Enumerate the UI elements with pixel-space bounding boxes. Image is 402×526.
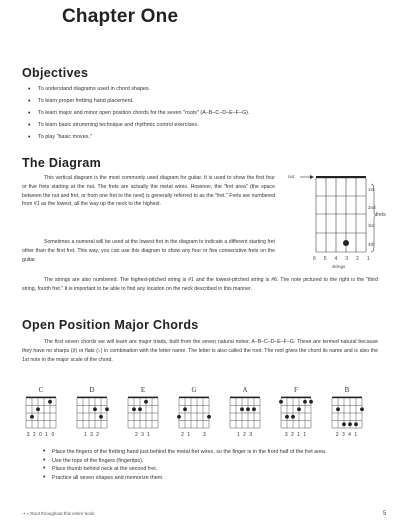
fret-label-2: 2nd — [368, 205, 376, 210]
chord-finger-dot — [303, 400, 307, 404]
chord-finger-dot — [177, 415, 181, 419]
diagram-paragraph-3: The strings are also numbered. The highest-pitched string is #1 and the lowest-pitched string is #6. The note pictured to the right is the "third string, fourth fret." It is important to be able to find any location on the neck described in this manner. — [22, 277, 378, 292]
list-item: • To learn proper fretting hand placement. — [38, 96, 398, 108]
page-number: 5 — [383, 511, 387, 517]
list-item: • Use the tops of the fingers (fingertips). — [52, 457, 362, 466]
chord-finger-dot — [48, 400, 52, 404]
footnote-text: = Root throughout this entire book — [26, 511, 95, 516]
frets-label: frets — [376, 212, 386, 218]
list-item: • To play "basic moves." — [38, 132, 398, 144]
major-chords-paragraph: The first seven chords we will learn are major triads, built from the seven natural notes: A–B–C–D–E–F–G. These are termed natural because they have no sharps (♯) or flats (♭) in combination with the letter name. The letter is also called the root. The root gives the chord its name and is also the 1st note in the major scale of the chord. — [22, 339, 378, 363]
chord-name-d: D — [89, 386, 95, 394]
chord-finger-dot — [309, 400, 313, 404]
chord-fingering-c: 3 2 0 1 0 — [26, 432, 56, 438]
chord-finger-dot — [138, 407, 142, 411]
chord-finger-dot — [342, 422, 346, 426]
list-item: • Place thumb behind neck at the second fret. — [52, 465, 362, 474]
chord-finger-dot — [132, 407, 136, 411]
chord-finger-dot — [36, 407, 40, 411]
chord-nut — [77, 397, 107, 399]
chord-fingering-b: 2 3 4 1 — [335, 432, 359, 438]
chord-name-b: B — [344, 386, 350, 394]
chord-finger-dot — [354, 422, 358, 426]
diagram-paragraph-2: Sometimes a numeral will be used at the lowest fret in the diagram to indicate a different starting fret other than the first fret. This way, you can use this diagram to show any four or five consecutive frets on the guitar. — [22, 239, 275, 263]
chord-finger-dot — [291, 415, 295, 419]
chord-name-c: C — [38, 386, 44, 394]
chord-finger-dot — [360, 407, 364, 411]
chord-chart-row — [20, 386, 385, 442]
chord-finger-dot — [93, 407, 97, 411]
chord-finger-dot — [246, 407, 250, 411]
chord-name-a: A — [242, 386, 248, 394]
diagram-paragraph-1: This vertical diagram is the most commonly used diagram for guitar. It is used to show the first four or five frets starting at the nut. The frets are actually the metal wires. However, the "fret area" (the space between the nut and fret, or from one fret to the next) is generally referred to as the "fret." Frets are numbered from #1 as the lowest, all the way up the neck to the highest. — [22, 175, 275, 208]
chord-finger-dot — [207, 415, 211, 419]
footnote — [22, 511, 94, 516]
chord-nut — [332, 397, 362, 399]
major-chords-heading: Open Position Major Chords — [22, 318, 199, 332]
chord-nut — [230, 397, 260, 399]
chord-fingering-g: 2 1 3 — [181, 432, 207, 438]
chord-finger-dot — [336, 407, 340, 411]
fret-label-1: 1st — [368, 187, 375, 192]
chord-nut — [179, 397, 209, 399]
chord-finger-dot — [279, 400, 283, 404]
chord-finger-dot — [99, 415, 103, 419]
chord-name-g: G — [191, 386, 197, 394]
chord-finger-dot — [252, 407, 256, 411]
chord-finger-dot — [348, 422, 352, 426]
chord-fingering-e: 2 3 1 — [134, 432, 152, 438]
objectives-list — [24, 84, 398, 144]
list-item: • To understand diagrams used in chord shapes. — [38, 84, 398, 96]
root-symbol-icon: ◦• — [22, 511, 26, 516]
chord-nut — [128, 397, 158, 399]
chord-fingering-a: 1 2 3 — [236, 432, 254, 438]
objectives-heading: Objectives — [22, 66, 89, 80]
chord-nut — [26, 397, 56, 399]
chord-finger-dot — [240, 407, 244, 411]
chord-finger-dot — [297, 407, 301, 411]
chapter-title: Chapter One — [62, 6, 179, 27]
chord-finger-dot — [105, 407, 109, 411]
chord-fingering-f: 3 2 1 1 — [284, 432, 308, 438]
chord-finger-dot — [30, 415, 34, 419]
chord-finger-dot — [183, 407, 187, 411]
chord-name-e: E — [140, 386, 146, 394]
fretboard-grid — [282, 170, 382, 270]
fret-label-3: 3rd — [368, 223, 375, 228]
list-item: • To learn basic strumming technique and rhythmic control exercises. — [38, 120, 398, 132]
chord-finger-dot — [285, 415, 289, 419]
tips-list — [52, 448, 362, 483]
fretboard-diagram — [282, 170, 386, 270]
nut-label: nut — [288, 174, 295, 179]
diagram-heading: The Diagram — [22, 156, 102, 170]
chord-nut — [281, 397, 311, 399]
string-numbers: 6 5 4 3 2 1 — [313, 256, 373, 262]
list-item: • Practice all seven shapes and memorize them. — [52, 474, 362, 483]
fret-label-4: 4th — [368, 242, 375, 247]
list-item: • To learn major and minor open position chords for the seven "roots" (A–B–C–D–E–F–G). — [38, 108, 398, 120]
chord-fingering-d: 1 3 2 — [83, 432, 101, 438]
chord-name-f: F — [294, 386, 298, 394]
chord-finger-dot — [144, 400, 148, 404]
list-item: • Place the fingers of the fretting hand just behind the metal fret wires, so the finger is in the front half of the fret area. — [52, 448, 362, 457]
strings-label: strings — [332, 264, 346, 269]
